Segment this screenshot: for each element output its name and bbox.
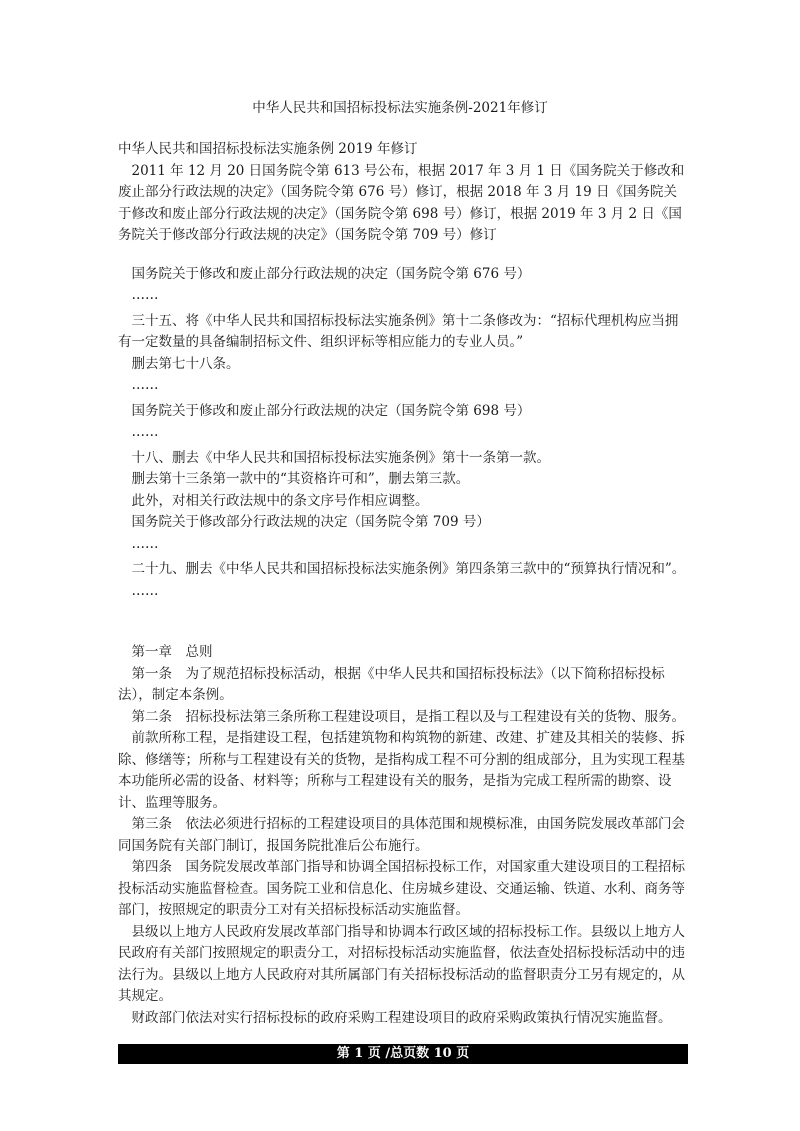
document-body: [118, 139, 688, 1029]
ellipsis: ……: [118, 287, 159, 303]
article-2-para-2: 前款所称工程，是指建设工程，包括建筑物和构筑物的新建、改建、扩建及其相关的装修、拆除、修缮等；所称与工程建设有关的货物，是指构成工程不可分割的组成部分，且为实现工程基本功能所必需的设备、材料等；所称与工程建设有关的服务，是指为完成工程所需的勘察、设计、监理等服务。: [118, 730, 685, 811]
article-3: 第三条 依法必须进行招标的工程建设项目的具体范围和规模标准，由国务院发展改革部门会同国务院有关部门制订，报国务院批准后公布施行。: [118, 816, 685, 854]
amendment-delete-13: 删去第十三条第一款中的“其资格许可和”，删去第三款。: [118, 471, 470, 487]
revision-history: 2011 年 12 月 20 日国务院令第 613 号公布，根据 2017 年 3 月 1 日《国务院关于修改和废止部分行政法规的决定》（国务院令第 676 号）修订，根据 2018 年 3 月 19 日《国务院关于修改和废止部分行政法规的决定》（国务院令第 698 号）修订，根据 2019 年 3 月 2 日《国务院关于修改部分行政法规的决定》（国务院令第 709 号）修订: [118, 162, 685, 243]
ellipsis: ……: [118, 582, 159, 599]
chapter-heading: 第一章 总则: [118, 644, 213, 660]
decision-698-heading: 国务院关于修改和废止部分行政法规的决定（国务院令第 698 号）: [118, 402, 531, 419]
article-4: 第四条 国务院发展改革部门指导和协调全国招标投标工作，对国家重大建设项目的工程招标投标活动实施监督检查。国务院工业和信息化、住房城乡建设、交通运输、铁道、水利、商务等部门，按照规定的职责分工对有关招标投标活动实施监督。: [118, 859, 685, 918]
article-4-para-2: 县级以上地方人民政府发展改革部门指导和协调本行政区域的招标投标工作。县级以上地方人民政府有关部门按照规定的职责分工，对招标投标活动实施监督，依法查处招标投标活动中的违法行为。县级以上地方人民政府对其所属部门有关招标投标活动的监督职责分工另有规定的，从其规定。: [118, 923, 685, 1004]
document-title: 中华人民共和国招标投标法实施条例-2021年修订: [252, 100, 548, 116]
amendment-29: 二十九、删去《中华人民共和国招标投标法实施条例》第四条第三款中的“预算执行情况和”。: [118, 561, 686, 577]
page-footer: 第 1 页 /总页数 10 页: [118, 1044, 688, 1064]
amendment-18: 十八、删去《中华人民共和国招标投标法实施条例》第十一条第一款。: [118, 449, 550, 466]
article-4-para-3: 财政部门依法对实行招标投标的政府采购工程建设项目的政府采购政策执行情况实施监督。: [118, 1009, 672, 1026]
ellipsis: ……: [118, 424, 159, 440]
article-2: 第二条 招标投标法第三条所称工程建设项目，是指工程以及与工程建设有关的货物、服务。: [118, 708, 685, 725]
amendment-delete-78: 删去第七十八条。: [118, 355, 240, 372]
ellipsis: ……: [118, 377, 159, 393]
ellipsis: ……: [118, 535, 159, 552]
article-1: 第一条 为了规范招标投标活动，根据《中华人民共和国招标投标法》（以下简称招标投标法），制定本条例。: [118, 665, 665, 703]
decision-709-heading: 国务院关于修改部分行政法规的决定（国务院令第 709 号）: [118, 514, 490, 530]
amendment-35: 三十五、将《中华人民共和国招标投标法实施条例》第十二条修改为：“招标代理机构应当拥有一定数量的具备编制招标文件、组织评标等相应能力的专业人员。”: [118, 312, 679, 350]
amendment-renumber: 此外，对相关行政法规中的条文序号作相应调整。: [118, 492, 429, 509]
subtitle: 中华人民共和国招标投标法实施条例 2019 年修订: [118, 141, 418, 157]
decision-676-heading: 国务院关于修改和废止部分行政法规的决定（国务院令第 676 号）: [118, 265, 531, 282]
